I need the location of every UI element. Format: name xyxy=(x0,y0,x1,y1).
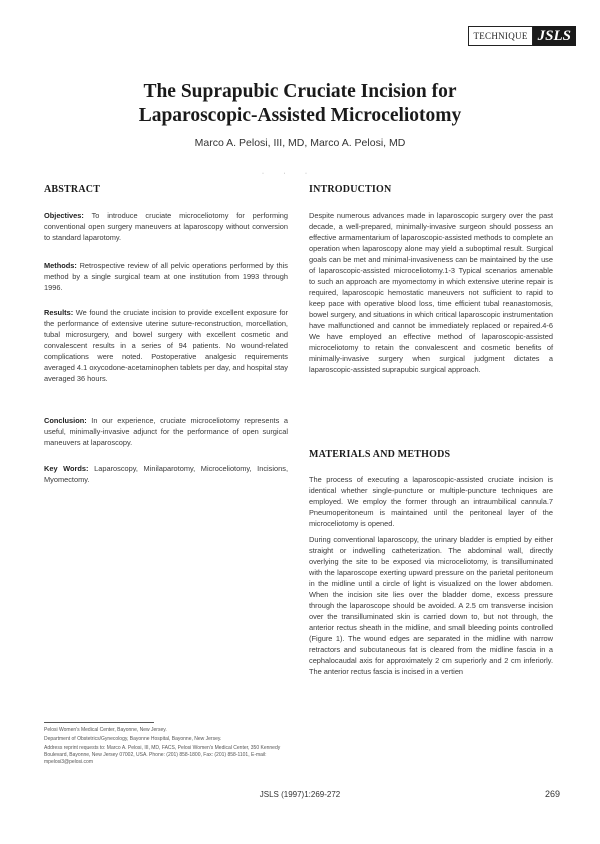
abstract-results xyxy=(44,307,288,384)
title-line-2: Laparoscopic-Assisted Microceliotomy xyxy=(138,105,462,126)
conclusion-text: In our experience, cruciate microceliotomy represents a useful, minimally-invasive adjunct for the performance of open surgical maneuvers at laparoscopy. xyxy=(44,416,288,447)
journal-logo: JSLS xyxy=(533,26,576,46)
footnote-rule xyxy=(44,722,154,723)
abstract-heading: ABSTRACT xyxy=(44,184,101,195)
separator-dots: · · · xyxy=(262,171,316,177)
introduction-heading: INTRODUCTION xyxy=(309,184,392,195)
technique-label: TECHNIQUE xyxy=(468,26,532,46)
article-title xyxy=(0,80,600,128)
title-line-1: The Suprapubic Cruciate Incision for xyxy=(143,81,457,102)
conclusion-label: Conclusion: xyxy=(44,416,87,425)
methods-text: Retrospective review of all pelvic operations performed by this method by a single surgical team at one institution from 1993 through 1996. xyxy=(44,261,288,292)
objectives-label: Objectives: xyxy=(44,211,84,220)
materials-para-2: During conventional laparoscopy, the urinary bladder is emptied by either straight or indwelling catheterization. The abdominal wall, directly overlying the site to be exposed via microceliotomy, is transilluminated with the laparoscope exerting upward pressure on the parietal peritoneum in the midline until a circle of light is visualized on the lower abdomen. When the incision site lies over the bladder dome, excess pressure through the laparoscope should be avoided. A 2.5 cm transverse incision over the transilluminated skin is carried down to, but not through, the anterior rectus sheath in the midline, and small bleeding points controlled (Figure 1). The wound edges are separated in the midline with narrow retractors and subcutaneous fat is cleared from the midline fascia in a cephalocaudal axis for approximately 2 cm superiorly and 2 cm inferiorly. The anterior rectus fascia is incised in a vertien xyxy=(309,535,553,676)
footnote-department: Department of Obstetrics/Gynecology, Bayonne Hospital, Bayonne, New Jersey. xyxy=(44,736,222,742)
introduction-text: Despite numerous advances made in laparoscopic surgery over the past decade, a well-prepared, minimally-invasive surgeon should possess an effective armamentarium of laparoscopic-assisted methods to complete an operation when laparoscopy alone may yield a suboptimal result. Surgical goals can be met and minimal-invasiveness can be maintained by the use of laparoscopic-assisted microceliotomy.1-3 Typical scenarios amenable to such an approach are myomectomy in which extensive uterine repair is required, laparoscopic hemostatic maneuvers not sufficient to rapid to keep pace with operative blood loss, time efficient tubal reanastomosis, bowel surgery, and situations in which critical laparoscopic instrumentation have malfunctioned and cannot be immediately replaced or repaired.4-6 We have employed an effective method of laparoscopic-assisted microceliotomy to retain the convalescent and cosmetic benefits of minimally-invasive surgery when surgical judgment dictates a laparoscopic-assisted suprapubic surgical approach. xyxy=(309,211,553,374)
keywords-text: Laparoscopy, Minilaparotomy, Microceliotomy, Incisions, Myomectomy. xyxy=(44,464,288,484)
page-number: 269 xyxy=(544,789,560,799)
results-label: Results: xyxy=(44,308,74,317)
methods-label: Methods: xyxy=(44,261,77,270)
materials-para-1: The process of executing a laparoscopic-assisted cruciate incision is identical whether single-puncture or multiple-puncture techniques are employed. We employ the former through an intraumbilical cannula.7 Pneumoperitoneum is maintained until the peritoneal layer of the microceliotomy is opened. xyxy=(309,475,553,528)
footnote-affiliation: Pelosi Women's Medical Center, Bayonne, New Jersey. xyxy=(44,727,167,733)
objectives-text: To introduce cruciate microceliotomy for performing conventional open surgery maneuvers at laparoscopy without conversion to standard laparotomy. xyxy=(44,211,289,242)
materials-heading: MATERIALS AND METHODS xyxy=(309,449,451,460)
keywords-label: Key Words: xyxy=(44,464,89,473)
abstract-objectives xyxy=(44,210,288,243)
abstract-keywords xyxy=(44,463,288,485)
authors: Marco A. Pelosi, III, MD, Marco A. Pelosi, MD xyxy=(194,137,406,149)
results-text: We found the cruciate incision to provide excellent exposure for the performance of extensive uterine suture-reconstruction, morcellation, tubal microsurgery, and bowel surgery with excellent cosmetic and convalescent results in a series of 94 patients. No wound-related complications were noted. Postoperative analgesic requirements averaged 4.1 oxycodone-acetaminophen tablets per day, and hospital stay averaged 36 hours. xyxy=(44,308,289,383)
footer-citation: JSLS (1997)1:269-272 xyxy=(259,790,341,799)
footnote-address: Address reprint requests to: Marco A. Pelosi, III, MD, FACS, Pelosi Women's Medical Center, 350 Kennedy Boulevard, Bayonne, New Jersey 07002, USA. Phone: (201) 858-1800, Fax: (201) 858-1101, E-mail: mpelosi3@pelosi.com xyxy=(44,745,281,765)
abstract-conclusion xyxy=(44,415,288,448)
abstract-methods xyxy=(44,260,288,293)
journal-header xyxy=(468,26,576,46)
footnotes xyxy=(44,727,288,768)
